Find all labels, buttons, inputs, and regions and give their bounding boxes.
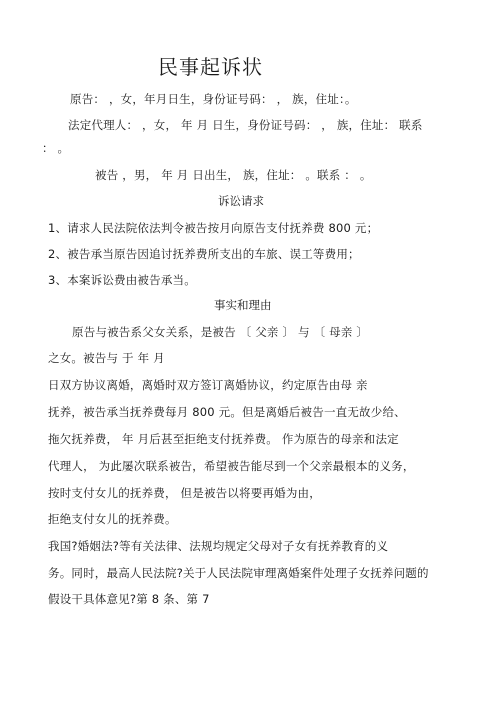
- legal-agent-line-cont: ： 。: [42, 141, 70, 155]
- facts-line: 拖欠抚养费， 年 月后甚至拒绝支付抚养费。 作为原告的母亲和法定: [48, 432, 399, 446]
- document-title: 民事起诉状: [158, 55, 263, 79]
- facts-line: 代理人， 为此屡次联系被告，希望被告能尽到一个父亲最根本的义务，: [48, 459, 415, 473]
- plaintiff-line: 原告： ，女，年月日生，身份证号码： ， 族，住址：。: [70, 92, 357, 106]
- facts-line: 日双方协议离婚，离婚时双方签订离婚协议，约定原告由母 亲: [48, 378, 368, 392]
- claim-item: 2、被告承当原告因追讨抚养费所支出的车旅、误工等费用；: [48, 247, 360, 261]
- facts-line: 原告与被告系父女关系，是被告 〔 父亲 〕 与 〔 母亲 〕: [72, 325, 369, 339]
- facts-line: 按时支付女儿的抚养费， 但是被告以将要再婚为由，: [48, 486, 321, 500]
- facts-heading: 事实和理由: [214, 298, 272, 312]
- claim-item: 1、请求人民法院依法判令被告按月向原告支付抚养费 800 元；: [48, 221, 379, 235]
- facts-line: 我国?婚姻法?等有关法律、法规均规定父母对子女有抚养教育的义: [48, 539, 389, 553]
- claims-heading: 诉讼请求: [218, 194, 264, 208]
- claim-item: 3、本案诉讼费由被告承当。: [48, 273, 196, 287]
- defendant-line: 被告 ，男， 年 月 日出生， 族，住址： 。联系 ： 。: [95, 168, 372, 182]
- facts-line: 抚养，被告承当抚养费每月 800 元。但是离婚后被告一直无故少给、: [48, 405, 406, 419]
- facts-line: 之女。被告与 于 年 月: [48, 351, 165, 365]
- legal-agent-line: 法定代理人： ，女， 年 月 日生，身份证号码： ， 族，住址： 联系: [68, 118, 423, 132]
- facts-line: 务。同时，最高人民法院?关于人民法院审理离婚案件处理子女抚养问题的: [48, 566, 429, 580]
- facts-line: 拒绝支付女儿的抚养费。: [48, 512, 177, 526]
- facts-line: 假设干具体意见?第 8 条、第 7: [48, 592, 210, 606]
